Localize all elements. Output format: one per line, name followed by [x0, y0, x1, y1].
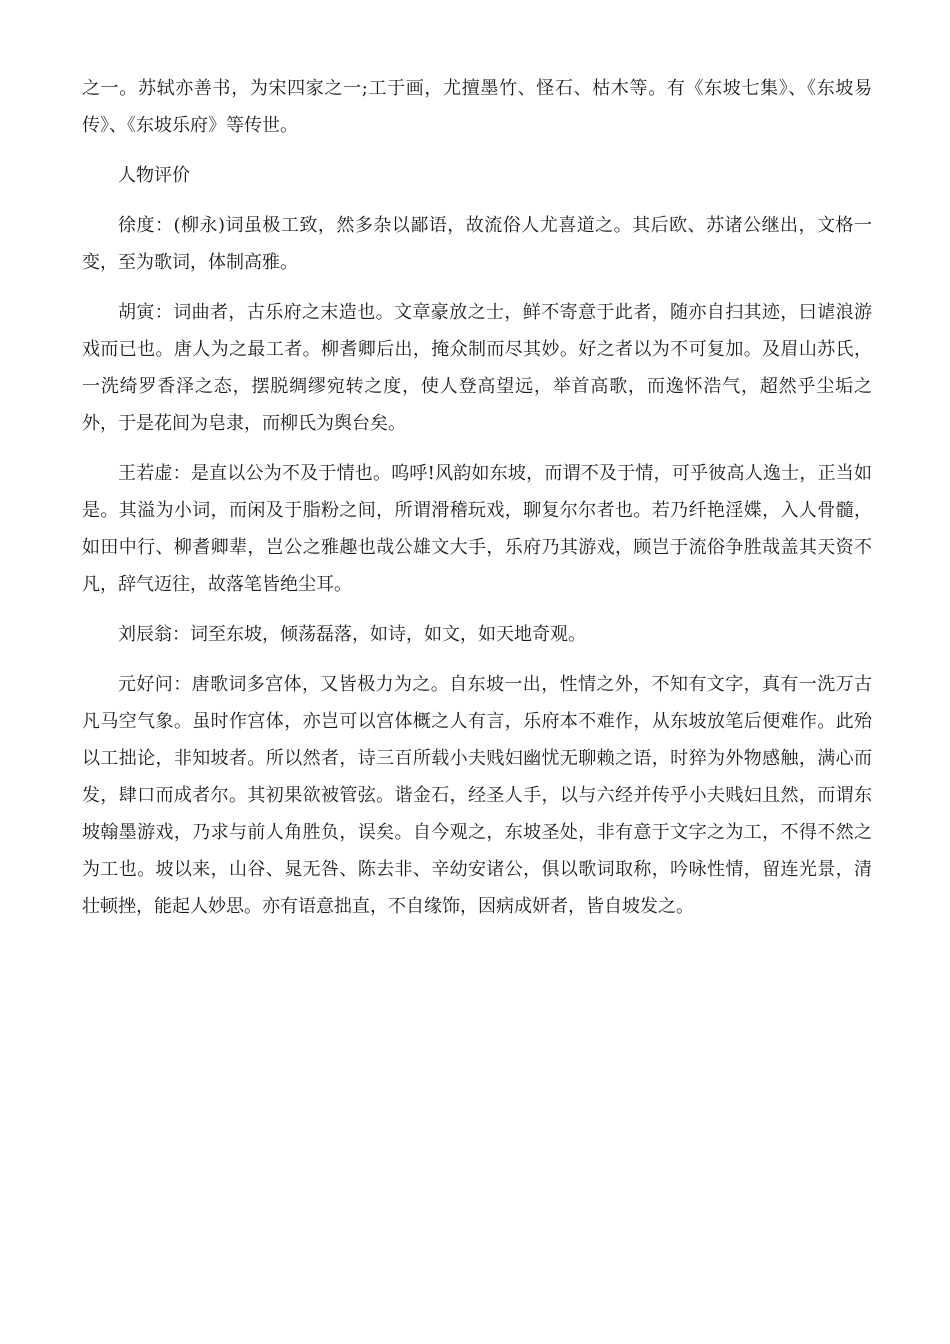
document-page [82, 70, 872, 925]
paragraph-xu-du: 徐度：(柳永)词虽极工致，然多杂以鄙语，故流俗人尤喜道之。其后欧、苏诸公继出，文格一变，至为歌词，体制高雅。 [82, 215, 872, 273]
paragraph-yuan-haowen: 元好问：唐歌词多宫体，又皆极力为之。自东坡一出，性情之外，不知有文字，真有一洗万古凡马空气象。虽时作宫体，亦岂可以宫体概之人有言，乐府本不难作，从东坡放笔后便难作。此殆以工拙论，非知坡者。所以然者，诗三百所载小夫贱妇幽忧无聊赖之语，时猝为外物感触，满心而发，肆口而成者尔。其初果欲被管弦。谐金石，经圣人手，以与六经并传乎小夫贱妇且然，而谓东坡翰墨游戏，乃求与前人角胜负，误矣。自今观之，东坡圣处，非有意于文字之为工，不得不然之为工也。坡以来，山谷、晁无咎、陈去非、辛幼安诸公，俱以歌词取称，吟咏性情，留连光景，清壮顿挫，能起人妙思。亦有语意拙直，不自缘饰，因病成妍者，皆自坡发之。 [82, 674, 872, 917]
paragraph-liu-chenweng: 刘辰翁：词至东坡，倾荡磊落，如诗，如文，如天地奇观。 [118, 624, 586, 645]
paragraph-wang-ruoxu: 王若虚：是直以公为不及于情也。呜呼!风韵如东坡，而谓不及于情，可乎彼高人逸士，正当如是。其溢为小词，而闲及于脂粉之间，所谓滑稽玩戏，聊复尔尔者也。若乃纤艳淫媟，入人骨髓，如田中行、柳耆卿辈，岂公之雅趣也哉公雄文大手，乐府乃其游戏，顾岂于流俗争胜哉盖其天资不凡，辞气迈往，故落笔皆绝尘耳。 [82, 463, 872, 595]
paragraph-intro-continuation: 之一。苏轼亦善书，为宋四家之一;工于画，尤擅墨竹、怪石、枯木等。有《东坡七集》、《东坡易传》、《东坡乐府》等传世。 [82, 78, 872, 136]
paragraph-hu-yin: 胡寅：词曲者，古乐府之末造也。文章豪放之士，鲜不寄意于此者，随亦自扫其迹，曰谑浪游戏而已也。唐人为之最工者。柳耆卿后出，掩众制而尽其妙。好之者以为不可复加。及眉山苏氏，一洗绮罗香泽之态，摆脱绸缪宛转之度，使人登高望远，举首高歌，而逸怀浩气，超然乎尘垢之外，于是花间为皂隶，而柳氏为舆台矣。 [82, 302, 872, 434]
section-heading-evaluation: 人物评价 [118, 165, 190, 186]
